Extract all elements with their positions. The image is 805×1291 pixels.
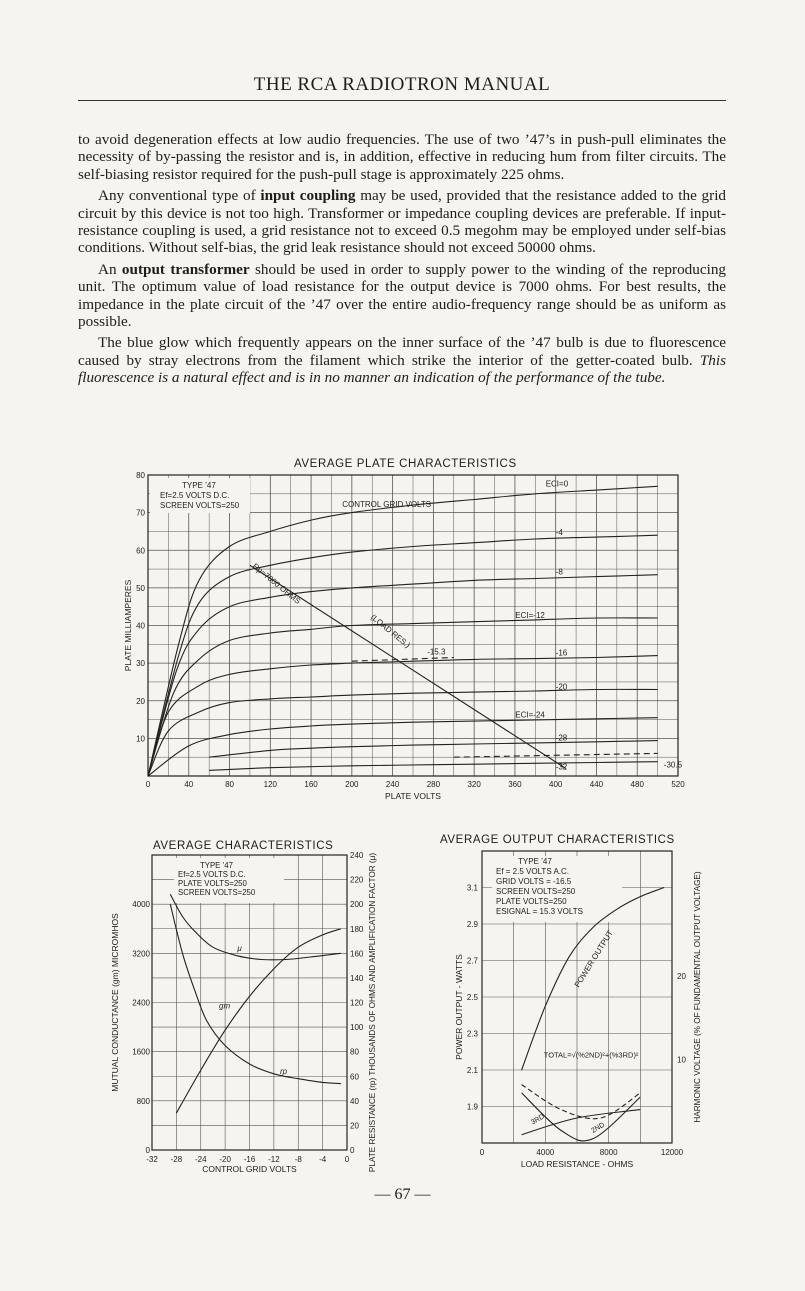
series-label: ECI=-12 <box>515 610 545 620</box>
y2-tick-label: 20 <box>677 972 686 982</box>
x-tick-label: 0 <box>344 1155 350 1164</box>
y2-tick-label: 80 <box>350 1047 359 1057</box>
x-tick-label: 40 <box>184 780 194 789</box>
chart-note: Ef=2.5 VOLTS D.C. <box>160 491 230 500</box>
y2-tick-label: 60 <box>350 1072 359 1082</box>
series-label: -28 <box>555 733 568 743</box>
x-tick-label: 320 <box>467 780 481 789</box>
y-tick-label: 2400 <box>132 998 150 1008</box>
x-tick-label: 520 <box>671 780 685 789</box>
plate-chart-title: AVERAGE PLATE CHARACTERISTICS <box>294 458 517 470</box>
x-tick-label: 160 <box>304 780 318 789</box>
y2-axis-label: PLATE RESISTANCE (rp) THOUSANDS OF OHMS AND AMPLIFICATION FACTOR (μ) <box>368 852 377 1173</box>
y-tick-label: 60 <box>136 546 145 556</box>
annotation-grid-volts: CONTROL GRID VOLTS <box>342 499 432 509</box>
x-tick-label: 360 <box>508 780 522 789</box>
y-tick-label: 2.3 <box>466 1029 478 1039</box>
x-tick-label: 12000 <box>660 1148 684 1157</box>
y2-tick-label: 200 <box>350 900 364 910</box>
y-axis-label: PLATE MILLIAMPERES <box>123 579 133 672</box>
y-tick-label: 2.1 <box>466 1066 478 1075</box>
annotation-rp: Rp=7000 OHMS <box>250 561 303 606</box>
x-tick-label: 200 <box>345 780 359 789</box>
avg-chart-title: AVERAGE CHARACTERISTICS <box>153 840 334 852</box>
page-number: — 67 — <box>374 1186 431 1203</box>
p3-text-a: An <box>98 260 122 278</box>
y-tick-label: 50 <box>136 583 145 593</box>
x-tick-label: 8000 <box>599 1148 618 1157</box>
p2-text-c: may be used, provided that the resistance added to the grid circuit by this device is not too high. Transformer or impedance coupling devices are preferable. If input-resistance coupling is used, a grid resistance not to exceed 0.5 megohm may be employed under self-bias conditions. Without self-bias, the grid leak resistance should not exceed 50000 ohms. <box>78 187 727 257</box>
chart-note: Ef=2.5 VOLTS D.C. <box>178 870 246 879</box>
x-tick-label: 400 <box>549 780 563 789</box>
y2-tick-label: 40 <box>350 1096 359 1106</box>
series-label-gm: gm <box>219 1001 231 1011</box>
series-label: -8 <box>555 567 563 577</box>
x-tick-label: -8 <box>294 1155 302 1164</box>
y2-tick-label: 220 <box>350 875 364 885</box>
x-tick-label: -32 <box>146 1155 158 1164</box>
series-label-rp: rp <box>279 1066 288 1076</box>
chart-note: ESIGNAL = 15.3 VOLTS <box>496 907 583 916</box>
x-axis-label: CONTROL GRID VOLTS <box>202 1164 297 1174</box>
x-tick-label: 120 <box>263 780 277 789</box>
x-tick-label: -28 <box>170 1155 183 1164</box>
series-label: -4 <box>555 528 563 538</box>
y2-tick-label: 20 <box>350 1121 359 1131</box>
y-axis-label: MUTUAL CONDUCTANCE (gm) MICROMHOS <box>110 913 120 1092</box>
chart-note: PLATE VOLTS=250 <box>178 879 247 888</box>
series-line <box>522 1085 641 1119</box>
series-label: ECI=-24 <box>515 710 545 720</box>
y-tick-label: 40 <box>136 621 145 631</box>
y-tick-label: 1.9 <box>466 1102 478 1112</box>
series-label: -16 <box>555 648 568 658</box>
x-tick-label: 440 <box>589 780 604 789</box>
y2-tick-label: 120 <box>350 998 364 1008</box>
chart-note: PLATE VOLTS=250 <box>496 897 567 906</box>
series-label: -20 <box>555 682 568 692</box>
annotation-total: TOTAL=√(%2ND)²+(%3RD)² <box>543 1050 639 1060</box>
y-tick-label: 2.5 <box>466 993 478 1002</box>
chart-note: SCREEN VOLTS=250 <box>160 501 240 510</box>
output-chart-title: AVERAGE OUTPUT CHARACTERISTICS <box>440 834 675 846</box>
y-tick-label: 2.7 <box>466 956 478 966</box>
y-tick-label: 2.9 <box>466 920 478 929</box>
y2-tick-label: 240 <box>350 851 364 860</box>
p2-bold-term: input coupling <box>260 187 356 205</box>
p4-text-a: The blue glow which frequently appears on the inner surface of the ’47 bulb is due to fluorescence caused by stray electrons from the filament which strike the interior of the getter-coated bulb. <box>78 334 726 369</box>
p3-bold-term: output transformer <box>121 260 250 278</box>
x-axis-label: PLATE VOLTS <box>385 791 441 801</box>
series-label: ECI=0 <box>545 479 569 489</box>
x-tick-label: 0 <box>145 780 151 789</box>
y2-tick-label: 0 <box>350 1146 355 1155</box>
x-tick-label: 280 <box>426 780 441 789</box>
y-tick-label: 4000 <box>132 900 150 910</box>
y-tick-label: 3.1 <box>466 883 478 893</box>
chart-note: GRID VOLTS = -16.5 <box>496 877 572 886</box>
y2-tick-label: 140 <box>350 973 364 983</box>
x-tick-label: 240 <box>385 780 400 789</box>
y2-tick-label: 180 <box>350 924 364 934</box>
x-tick-label: -4 <box>319 1155 327 1164</box>
y-tick-label: 20 <box>136 696 145 706</box>
y-tick-label: 70 <box>136 508 145 518</box>
y-tick-label: 1600 <box>132 1047 150 1057</box>
y2-axis-label: HARMONIC VOLTAGE (% OF FUNDAMENTAL OUTPUT VOLTAGE) <box>693 871 702 1123</box>
x-tick-label: -24 <box>194 1155 207 1164</box>
p4-italic-text: This fluorescence is a natural effect and is in no manner an indication of the performance of the tube. <box>78 351 726 387</box>
y2-tick-label: 100 <box>350 1023 364 1033</box>
x-tick-label: 0 <box>479 1148 485 1157</box>
paragraph-1: to avoid degeneration effects at low audio frequencies. The use of two ’47’s in push-pull eliminates the necessity of by-passing the resistor and is, in addition, effective in reducing hum from filter circuits. The self-biasing resistor required for the push-pull stage is approximately 225 ohms. <box>78 131 726 183</box>
x-tick-label: -16 <box>243 1155 256 1164</box>
p2-text-a: Any conventional type of <box>98 187 261 205</box>
annotation-30-5: -30.5 <box>663 760 683 770</box>
p3-text-c: should be used in order to supply power to the winding of the reproducing unit. The optimum value of load resistance for the output device is 7000 ohms. For best results, the impedance in the plate circuit of the ’47 over the entire audio-frequency range should be as uniform as possible. <box>78 260 727 331</box>
x-tick-label: 4000 <box>536 1148 555 1157</box>
annotation-15-3: -15.3 <box>427 647 446 657</box>
y-axis-label: POWER OUTPUT - WATTS <box>454 954 464 1060</box>
series-label-2nd: 2ND <box>590 1121 606 1135</box>
series-label-power: POWER OUTPUT <box>572 928 615 989</box>
series-label-mu: μ <box>237 943 242 953</box>
x-tick-label: 80 <box>225 780 234 789</box>
chart-note: SCREEN VOLTS=250 <box>178 888 256 897</box>
y-tick-label: 10 <box>136 734 145 744</box>
series-label-3rd: 3RD <box>530 1113 546 1127</box>
series-label: -32 <box>555 762 568 772</box>
chart-note: SCREEN VOLTS=250 <box>496 887 576 896</box>
chart-note: Ef = 2.5 VOLTS A.C. <box>496 867 569 876</box>
annotation-load-res: (LOAD RES.) <box>368 612 412 650</box>
y-tick-label: 800 <box>136 1096 150 1106</box>
chart-note: TYPE ’47 <box>200 861 233 870</box>
y-tick-label: 30 <box>136 659 145 669</box>
x-axis-label: LOAD RESISTANCE - OHMS <box>520 1159 634 1169</box>
running-header: THE RCA RADIOTRON MANUAL <box>253 74 551 95</box>
x-tick-label: 480 <box>630 780 644 789</box>
x-tick-label: -20 <box>219 1155 231 1164</box>
y2-tick-label: 10 <box>677 1055 686 1065</box>
y-tick-label: 0 <box>145 1146 150 1155</box>
chart-note: TYPE ’47 <box>182 481 216 490</box>
chart-note: TYPE ’47 <box>518 857 552 866</box>
y-tick-label: 3200 <box>132 949 150 959</box>
y-tick-label: 80 <box>136 471 145 480</box>
y2-tick-label: 160 <box>350 949 364 959</box>
x-tick-label: -12 <box>268 1155 280 1164</box>
